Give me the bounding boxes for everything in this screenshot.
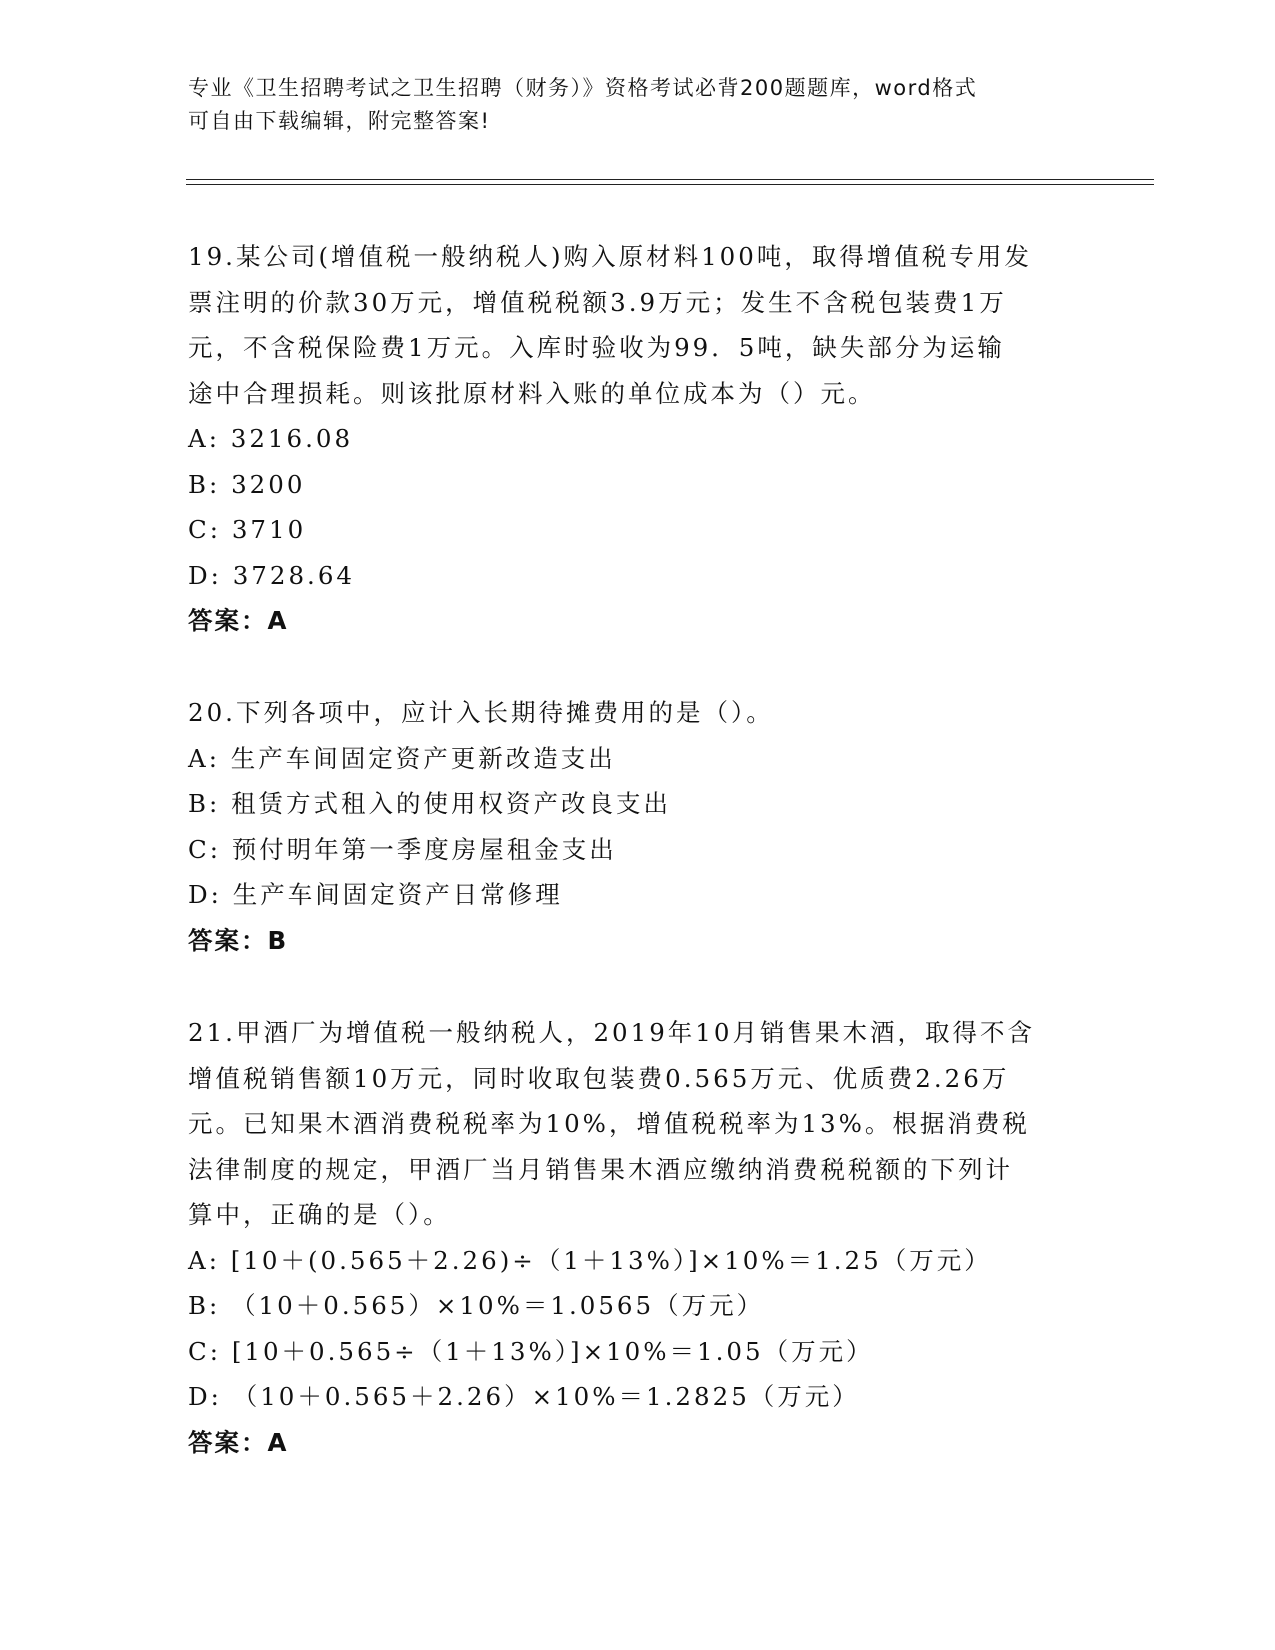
question-text-line: 算中，正确的是（）。 [188, 1200, 451, 1229]
question-text-line: 法律制度的规定，甲酒厂当月销售果木酒应缴纳消费税税额的下列计 [188, 1154, 1013, 1184]
option-key: D: [188, 1382, 222, 1411]
option-d [188, 872, 1088, 918]
option-key: B: [188, 789, 221, 818]
option-c [188, 507, 1088, 553]
question-21 [188, 1010, 1088, 1465]
question-text-line: 元，不含税保险费1万元。入库时验收为99．5吨，缺失部分为运输 [188, 333, 1005, 362]
option-text: [10＋(0.565＋2.26)÷（1＋13%）]×10%＝1.25（万元） [230, 1245, 992, 1275]
option-text: 3728.64 [232, 560, 356, 590]
option-text: （10＋0.565＋2.26）×10%＝1.2825（万元） [232, 1382, 860, 1411]
header-divider [186, 179, 1154, 180]
option-text: [10＋0.565÷（1＋13%）]×10%＝1.05（万元） [231, 1336, 874, 1366]
option-key: B: [188, 1291, 221, 1320]
option-text: 预付明年第一季度房屋租金支出 [231, 834, 617, 864]
option-text: 3710 [231, 515, 307, 544]
header-line: 可自由下载编辑，附完整答案! [188, 109, 491, 133]
option-d [188, 553, 1088, 599]
question-19 [188, 234, 1088, 644]
question-text-line: 票注明的价款30万元，增值税税额3.9万元；发生不含税包装费1万 [188, 287, 1007, 317]
option-a [188, 1238, 1088, 1284]
option-key: A: [188, 743, 220, 773]
option-key: C: [188, 515, 222, 544]
option-b [188, 1283, 1088, 1329]
question-text-line: 元。已知果木酒消费税税率为10%，增值税税率为13%。根据消费税 [188, 1109, 1030, 1138]
option-key: B: [188, 469, 221, 499]
answer-label: 答案：A [188, 1427, 289, 1457]
question-text-line: 增值税销售额10万元，同时收取包装费0.565万元、优质费2.26万 [188, 1063, 1010, 1093]
option-text: 生产车间固定资产日常修理 [232, 880, 563, 909]
option-key: A: [188, 424, 220, 453]
option-key: C: [188, 1336, 222, 1366]
header-line: 专业《卫生招聘考试之卫生招聘（财务）》资格考试必背200题题库，word格式 [188, 76, 978, 100]
option-d [188, 1374, 1088, 1420]
option-key: D: [188, 880, 222, 909]
answer-label: 答案：B [188, 925, 289, 955]
option-b [188, 462, 1088, 508]
question-text-line: 20.下列各项中，应计入长期待摊费用的是（）。 [188, 698, 774, 727]
option-key: C: [188, 834, 222, 864]
header-divider [186, 184, 1154, 185]
answer-label: 答案：A [188, 606, 289, 635]
document-header [188, 72, 1088, 138]
option-text: （10＋0.565）×10%＝1.0565（万元） [231, 1291, 765, 1320]
option-c [188, 827, 1088, 873]
option-text: 生产车间固定资产更新改造支出 [230, 743, 616, 773]
option-a [188, 416, 1088, 462]
option-text: 租赁方式租入的使用权资产改良支出 [231, 789, 672, 818]
question-text-line: 19.某公司(增值税一般纳税人)购入原材料100吨，取得增值税专用发 [188, 242, 1032, 271]
option-b [188, 781, 1088, 827]
question-20 [188, 690, 1088, 963]
option-key: A: [188, 1245, 220, 1275]
question-text-line: 途中合理损耗。则该批原材料入账的单位成本为（）元。 [188, 378, 876, 408]
option-text: 3216.08 [230, 424, 354, 453]
option-text: 3200 [231, 469, 306, 499]
option-a [188, 736, 1088, 782]
option-key: D: [188, 560, 222, 590]
question-text-line: 21.甲酒厂为增值税一般纳税人，2019年10月销售果木酒，取得不含 [188, 1018, 1035, 1047]
option-c [188, 1329, 1088, 1375]
